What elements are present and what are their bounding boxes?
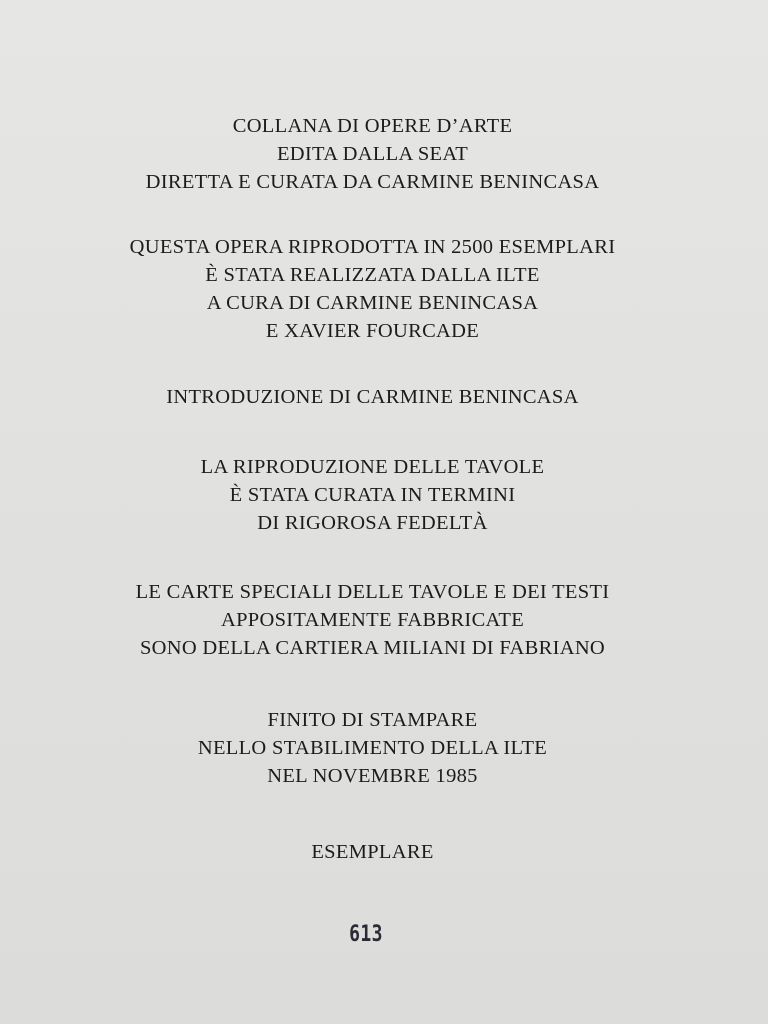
paper-block — [0, 578, 745, 662]
series-line: DIRETTA E CURATA DA CARMINE BENINCASA — [145, 171, 600, 193]
copy-label — [0, 838, 745, 866]
introduction-block — [0, 383, 745, 411]
copy-number-stamp: 613 — [349, 922, 383, 947]
edition-line: QUESTA OPERA RIPRODOTTA IN 2500 ESEMPLARI — [129, 236, 616, 258]
plates-block — [0, 453, 745, 537]
edition-line: È STATA REALIZZATA DALLA ILTE — [205, 264, 540, 286]
introduction-line: INTRODUZIONE DI CARMINE BENINCASA — [166, 386, 579, 408]
printing-line: FINITO DI STAMPARE — [267, 709, 478, 731]
edition-line: E XAVIER FOURCADE — [265, 320, 480, 342]
printing-line: NELLO STABILIMENTO DELLA ILTE — [197, 737, 548, 759]
plates-line: DI RIGOROSA FEDELTÀ — [257, 512, 488, 534]
series-line: EDITA DALLA SEAT — [276, 143, 469, 165]
printing-block — [0, 706, 745, 790]
edition-line: A CURA DI CARMINE BENINCASA — [206, 292, 539, 314]
edition-block — [0, 233, 745, 345]
printing-line: NEL NOVEMBRE 1985 — [267, 765, 478, 787]
series-line: COLLANA DI OPERE D’ARTE — [232, 115, 513, 137]
copy-label-text: ESEMPLARE — [311, 841, 434, 863]
plates-line: LA RIPRODUZIONE DELLE TAVOLE — [200, 456, 545, 478]
plates-line: È STATA CURATA IN TERMINI — [229, 484, 516, 506]
paper-line: APPOSITAMENTE FABBRICATE — [220, 609, 525, 631]
series-block — [0, 112, 745, 196]
paper-line: LE CARTE SPECIALI DELLE TAVOLE E DEI TESTI — [135, 581, 610, 603]
paper-line: SONO DELLA CARTIERA MILIANI DI FABRIANO — [139, 637, 606, 659]
